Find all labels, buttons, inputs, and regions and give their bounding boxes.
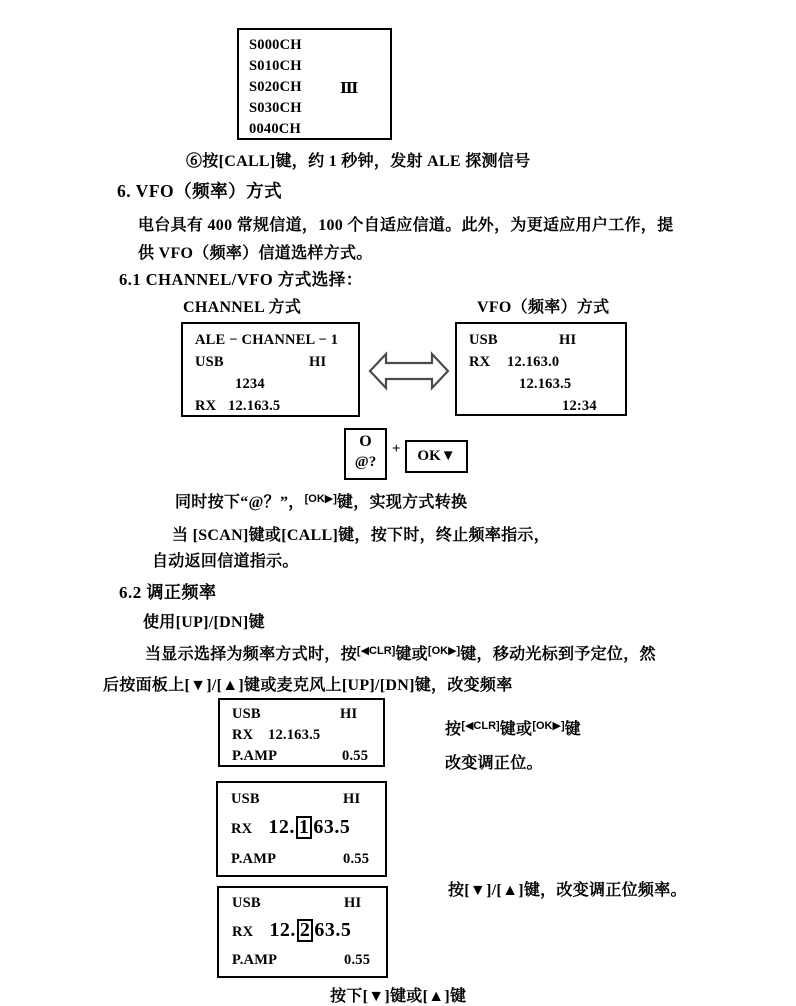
mode-convert-line [175,489,467,512]
lcd-line: P.AMP [231,851,277,867]
lcd-line: P.AMP [232,952,278,968]
note-text: 键 [564,721,581,738]
lcd-line: RX [469,354,491,370]
section-6-1-heading: 6.1 CHANNEL/VFO 方式选择： [119,270,363,289]
vfo-mode-label: VFO（频率）方式 [477,299,610,316]
lcd-line: 12:34 [562,398,597,414]
frequency-line [232,919,351,942]
mode-convert-post: 键，实现方式转换 [336,494,468,511]
lcd-line: HI [340,706,358,722]
swap-arrow-icon [368,350,450,394]
frequency-cursor-digit: 2 [297,919,314,942]
tune-paragraph-line1 [145,641,656,664]
at-question-key-bottom: @? [354,454,377,470]
frequency-cursor-digit: 1 [296,816,313,839]
frequency-digits: 12. [269,919,296,941]
frequency-line [231,816,350,839]
vfo-mode-display [455,322,627,416]
lcd-line: 12.163.0 [507,354,560,370]
frequency-digits: 63.5 [313,816,351,838]
lcd-line: HI [559,332,577,348]
updn-key-line: 使用[UP]/[DN]键 [143,614,265,631]
plus-sign: + [392,441,401,457]
clr-key-inline-label: [◀CLR] [461,720,500,732]
lcd-line: USB [469,332,498,348]
lcd-line: 12.163.5 [268,727,321,743]
rx-label: RX [231,821,253,837]
lcd-line: USB [231,791,260,807]
ok-key-inline-label: [OK▶] [304,493,337,505]
frequency-digits: 12. [268,816,295,838]
at-question-key-top: O [359,433,372,450]
channel-list-line: 0040CH [249,121,301,137]
tune-paragraph-text: 当显示选择为频率方式时，按 [145,646,357,663]
lcd-line: ALE − CHANNEL − 1 [195,332,339,348]
lcd-line: 0.55 [342,748,369,764]
cursor-move-note-line2: 改变调正位。 [445,755,543,772]
section-6-paragraph-line1: 电台具有 400 常规信道，100 个自适应信道。此外，为更适应用户工作，提 [138,217,674,234]
channel-mode-display [181,322,360,417]
lcd-line: 0.55 [344,952,371,968]
frequency-display-c [217,886,388,978]
lcd-line: USB [232,895,261,911]
lcd-line: HI [343,791,361,807]
lcd-line: P.AMP [232,748,278,764]
clipped-bottom-line [330,983,660,1005]
tune-paragraph-line2: 后按面板上[▼]/[▲]键或麦克风上[UP]/[DN]键，改变频率 [103,677,513,694]
lcd-line: HI [344,895,362,911]
mode-convert-pre: 同时按下“@？”， [175,494,305,511]
channel-list-display [237,28,392,140]
channel-list-line: S020CH [249,79,302,95]
frequency-digits: 63.5 [314,919,352,941]
frequency-display-b [216,781,387,877]
note-text: 键或 [499,721,533,738]
step-6-instruction: ⑥按[CALL]键，约 1 秒钟，发射 ALE 探测信号 [186,153,531,170]
tune-paragraph-text: 键，移动光标到予定位，然 [460,646,656,663]
ok-key-label: OK▼ [417,448,456,464]
lcd-line: 12.163.5 [519,376,572,392]
signal-bars-indicator: Ⅲ [340,81,359,97]
lcd-line: RX [232,727,254,743]
lcd-line: 1234 [235,376,265,392]
ok-key-inline-label: [OK▶] [532,720,565,732]
change-digit-note: 按[▼]/[▲]键，改变调正位频率。 [448,882,687,899]
section-6-2-heading: 6.2 调正频率 [119,583,217,602]
ok-key [405,440,468,473]
section-6-heading: 6. VFO（频率）方式 [117,181,283,201]
lcd-line: 0.55 [343,851,370,867]
clr-key-inline-label: [◀CLR] [356,645,396,657]
rx-label: RX [232,924,254,940]
tune-paragraph-text: 键或 [395,646,428,663]
lcd-line: USB [195,354,224,370]
cursor-move-note-line1 [445,716,581,739]
note-text: 按 [445,721,462,738]
section-6-paragraph-line2: 供 VFO（频率）信道选样方式。 [138,245,373,262]
lcd-line: USB [232,706,261,722]
channel-list-line: S030CH [249,100,302,116]
channel-list-line: S010CH [249,58,302,74]
channel-list-line: S000CH [249,37,302,53]
lcd-line: 12.163.5 [228,398,281,414]
channel-mode-label: CHANNEL 方式 [183,299,302,316]
lcd-line: HI [309,354,327,370]
clipped-bottom-text: 按下[▼]键或[▲]键 [330,988,467,1005]
at-question-key [344,428,387,480]
return-channel-line: 自动返回信道指示。 [152,553,299,570]
scan-call-line: 当 [SCAN]键或[CALL]键，按下时，终止频率指示， [172,527,551,544]
ok-key-inline-label: [OK▶] [427,645,461,657]
lcd-line: RX [195,398,217,414]
frequency-display-a [218,698,385,767]
